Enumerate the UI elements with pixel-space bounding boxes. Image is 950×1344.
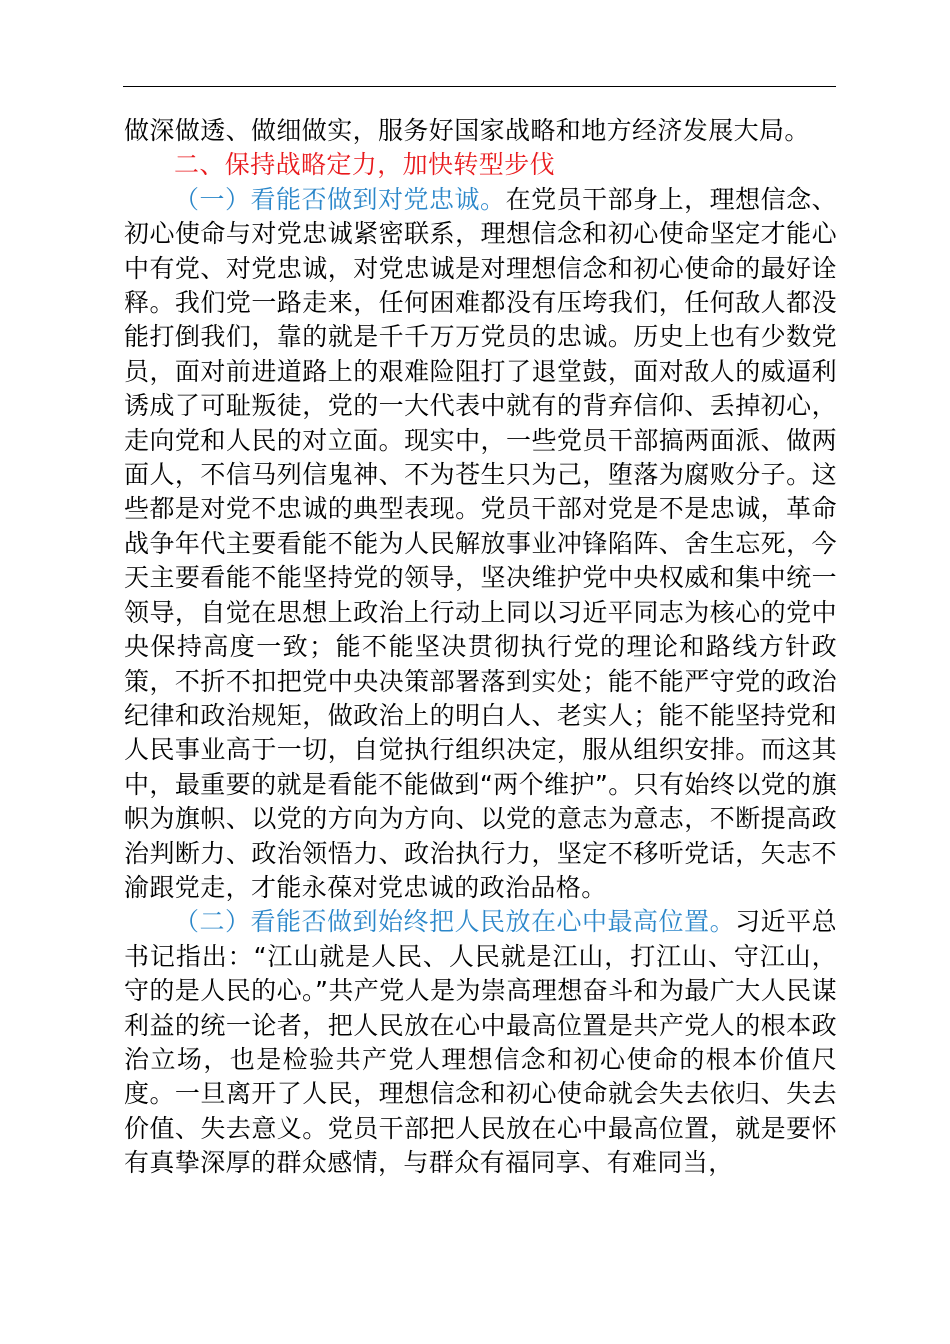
header-rule xyxy=(123,86,836,87)
paragraph-people-body: 习近平总书记指出：“江山就是人民、人民就是江山，打江山、守江山，守的是人民的心。”共产党人是为崇高理想奋斗和为最广大人民谋利益的统一论者，把人民放在心中最高位置是共产党人的根本政治立场，也是检验共产党人理想信念和初心使命的根本价值尺度。一旦离开了人民，理想信念和初心使命就会失去依归、失去价值、失去意义。党员干部把人民放在心中最高位置，就是要怀有真挚深厚的群众感情，与群众有福同享、有难同当， xyxy=(124,907,837,1178)
subheading-people: （二）看能否做到始终把人民放在心中最高位置。 xyxy=(174,907,736,937)
continuation-paragraph: 做深做透、做细做实，服务好国家战略和地方经济发展大局。 xyxy=(124,116,810,145)
document-body xyxy=(124,114,837,1181)
paragraph-loyalty xyxy=(124,183,837,906)
subheading-loyalty: （一）看能否做到对党忠诚。 xyxy=(174,184,506,214)
section-heading: 二、保持战略定力，加快转型步伐 xyxy=(174,150,556,180)
paragraph-people xyxy=(124,905,837,1180)
paragraph-loyalty-body: 在党员干部身上，理想信念、初心使命与对党忠诚紧密联系，理想信念和初心使命坚定才能心中有党、对党忠诚，对党忠诚是对理想信念和初心使命的最好诠释。我们党一路走来，任何困难都没有压垮我们，任何敌人都没能打倒我们，靠的就是千千万万党员的忠诚。历史上也有少数党员，面对前进道路上的艰难险阻打了退堂鼓，面对敌人的威逼利诱成了可耻叛徒，党的一大代表中就有的背弃信仰、丢掉初心，走向党和人民的对立面。现实中，一些党员干部搞两面派、做两面人，不信马列信鬼神、不为苍生只为己，堕落为腐败分子。这些都是对党不忠诚的典型表现。党员干部对党是不是忠诚，革命战争年代主要看能不能为人民解放事业冲锋陷阵、舍生忘死，今天主要看能不能坚持党的领导，坚决维护党中央权威和集中统一领导，自觉在思想上政治上行动上同以习近平同志为核心的党中央保持高度一致；能不能坚决贯彻执行党的理论和路线方针政策，不折不扣把党中央决策部署落到实处；能不能严守党的政治纪律和政治规矩，做政治上的明白人、老实人；能不能坚持党和人民事业高于一切，自觉执行组织决定，服从组织安排。而这其中，最重要的就是看能不能做到“两个维护”。只有始终以党的旗帜为旗帜、以党的方向为方向、以党的意志为意志，不断提高政治判断力、政治领悟力、政治执行力，坚定不移听党话，矢志不渝跟党走，才能永葆对党忠诚的政治品格。 xyxy=(124,184,838,902)
